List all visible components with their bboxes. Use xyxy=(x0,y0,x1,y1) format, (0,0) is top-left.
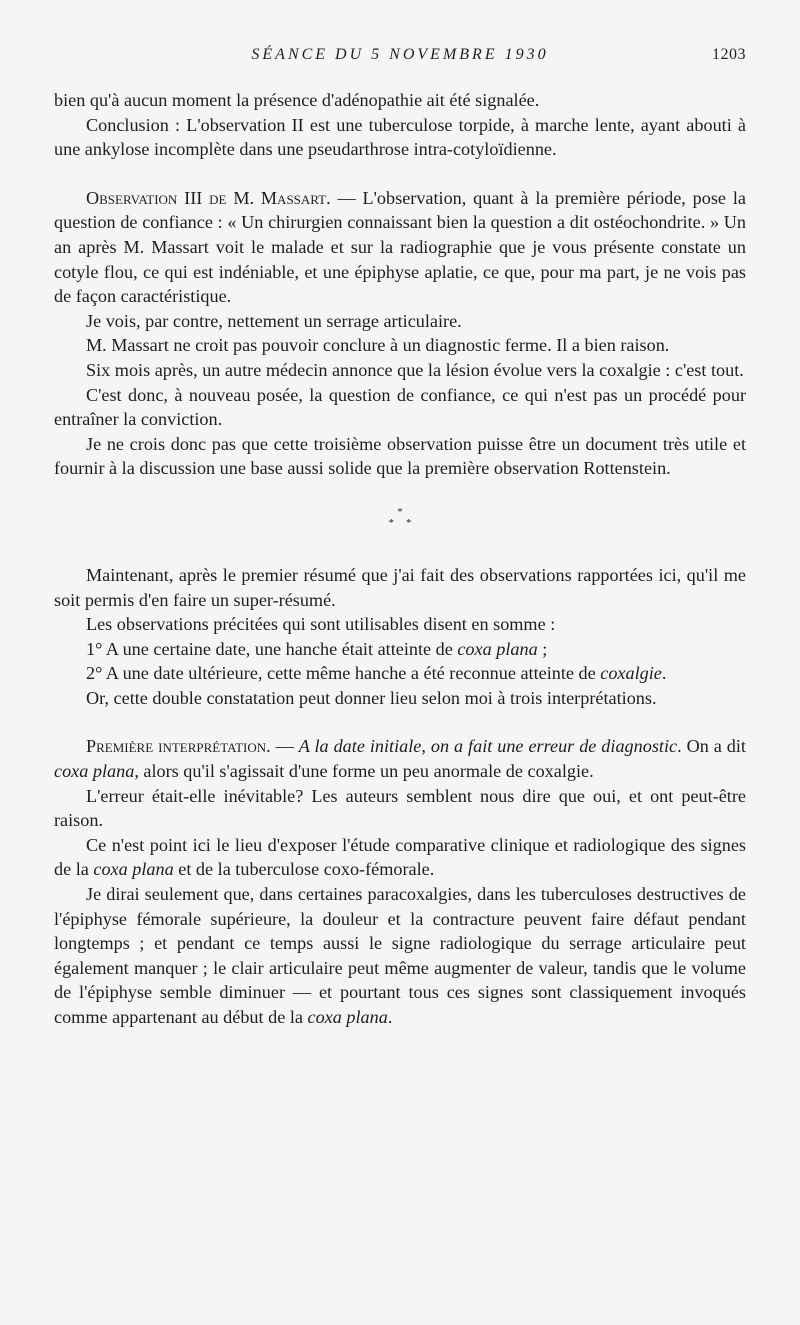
observation-iii-text: — L'observation, quant à la première période, pose la question de confiance : « Un chirurgien connaissant bien la question a dit ostéochondrite. » Un an après M. Massart voit le malade et sur la radiographie que je vous présente constate un cotyle flou, ce qui est indéniable, et une épiphyse aplatie, ce que, pour ma part, je ne vois pas de façon caractéristique. xyxy=(54,187,746,307)
paracoxalgies-start: Je dirai seulement que, dans certaines paracoxalgies, dans les tuberculoses destructives de l'épiphyse fémorale supérieure, la douleur et la contracture peuvent faire défaut pendant longtemps ; et pendant ce temps aussi le signe radiologique du serrage articulaire peut également manquer ; le clair articulaire peut même augmenter de valeur, tandis que le volume de l'épiphyse semble diminuer — et pourtant tous ces signes sont classiquement invoqués comme appartenant au début de la xyxy=(54,884,746,1027)
premiere-emphasis-coxa: coxa plana xyxy=(54,761,135,782)
asterism-separator xyxy=(54,507,746,529)
paragraph-point-1 xyxy=(54,637,746,662)
point-1-end: ; xyxy=(537,638,548,659)
premiere-emphasis-erreur: on a fait une erreur de diagnostic xyxy=(430,736,678,757)
paracoxalgies-emphasis: coxa plana xyxy=(307,1007,388,1027)
paragraph-serrage: Je vois, par contre, nettement un serrage articulaire. xyxy=(86,310,462,331)
asterism-bottom: ** xyxy=(388,516,424,529)
running-head: SÉANCE DU 5 NOVEMBRE 1930 xyxy=(251,46,549,63)
premiere-end: , alors qu'il s'agissait d'une forme un peu anormale de coxalgie. xyxy=(134,761,594,782)
point-2-text: 2° A une date ultérieure, cette même hanche a été reconnue atteinte de xyxy=(86,663,601,684)
premiere-dash: — xyxy=(270,736,299,757)
point-1-emphasis: coxa plana xyxy=(457,638,538,659)
paragraph-super-resume: Maintenant, après le premier résumé que j'ai fait des observations rapportées ici, qu'il me soit permis d'en faire un super-résumé. xyxy=(54,564,746,610)
paragraph-paracoxalgies xyxy=(54,882,746,1030)
point-2-end: . xyxy=(661,663,667,684)
paragraph-trois-interpretations: Or, cette double constatation peut donner lieu selon moi à trois interprétations. xyxy=(86,687,657,708)
paragraph-confiance: C'est donc, à nouveau posée, la question de confiance, ce qui n'est pas un procédé pour entraîner la conviction. xyxy=(54,384,746,430)
paragraph-troisieme-observation: Je ne crois donc pas que cette troisième observation puisse être un document très utile et fournir à la discussion une base aussi solide que la première observation Rottenstein. xyxy=(54,433,746,479)
point-1-text: 1° A une certaine date, une hanche était atteinte de xyxy=(86,638,458,659)
etude-start: Ce n'est point ici le lieu d'exposer l'étude comparative clinique et radiologique des signes de la xyxy=(54,834,746,880)
paragraph-erreur-inevitable: L'erreur était-elle inévitable? Les auteurs semblent nous dire que oui, et ont peut-être raison. xyxy=(54,785,746,831)
etude-end: et de la tuberculose coxo-fémorale. xyxy=(173,859,435,880)
paragraph-continuation: bien qu'à aucun moment la présence d'adénopathie ait été signalée. xyxy=(54,90,540,110)
premiere-comma: , xyxy=(421,736,431,757)
etude-emphasis: coxa plana xyxy=(93,859,174,880)
paragraph-etude-comparative xyxy=(54,833,746,882)
paragraph-observation-iii xyxy=(54,186,746,309)
page-header xyxy=(54,44,746,70)
page-number: 1203 xyxy=(712,46,746,63)
point-2-emphasis: coxalgie xyxy=(600,663,662,684)
paragraph-point-2 xyxy=(54,661,746,686)
premiere-mid: . On a dit xyxy=(677,736,746,757)
paracoxalgies-end: . xyxy=(387,1007,393,1027)
section-lead-premiere-interpretation: Première interprétation. xyxy=(86,736,271,757)
body-text xyxy=(54,88,746,1030)
paragraph-observations-precitees: Les observations précitées qui sont utilisables disent en somme : xyxy=(86,614,556,635)
paragraph-premiere-interpretation xyxy=(54,734,746,783)
section-lead-observation-iii: Observation III de M. Massart. xyxy=(86,187,331,208)
premiere-emphasis-date: A la date initiale xyxy=(298,736,422,757)
asterism-top: * xyxy=(397,505,403,518)
paragraph-conclusion: Conclusion : L'observation II est une tuberculose torpide, à marche lente, ayant abouti à une ankylose incomplète dans une pseudarthrose intra-cotyloïdienne. xyxy=(54,114,746,160)
paragraph-massart: M. Massart ne croit pas pouvoir conclure à un diagnostic ferme. Il a bien raison. xyxy=(86,335,670,356)
paragraph-six-mois: Six mois après, un autre médecin annonce que la lésion évolue vers la coxalgie : c'est tout. xyxy=(86,359,744,380)
